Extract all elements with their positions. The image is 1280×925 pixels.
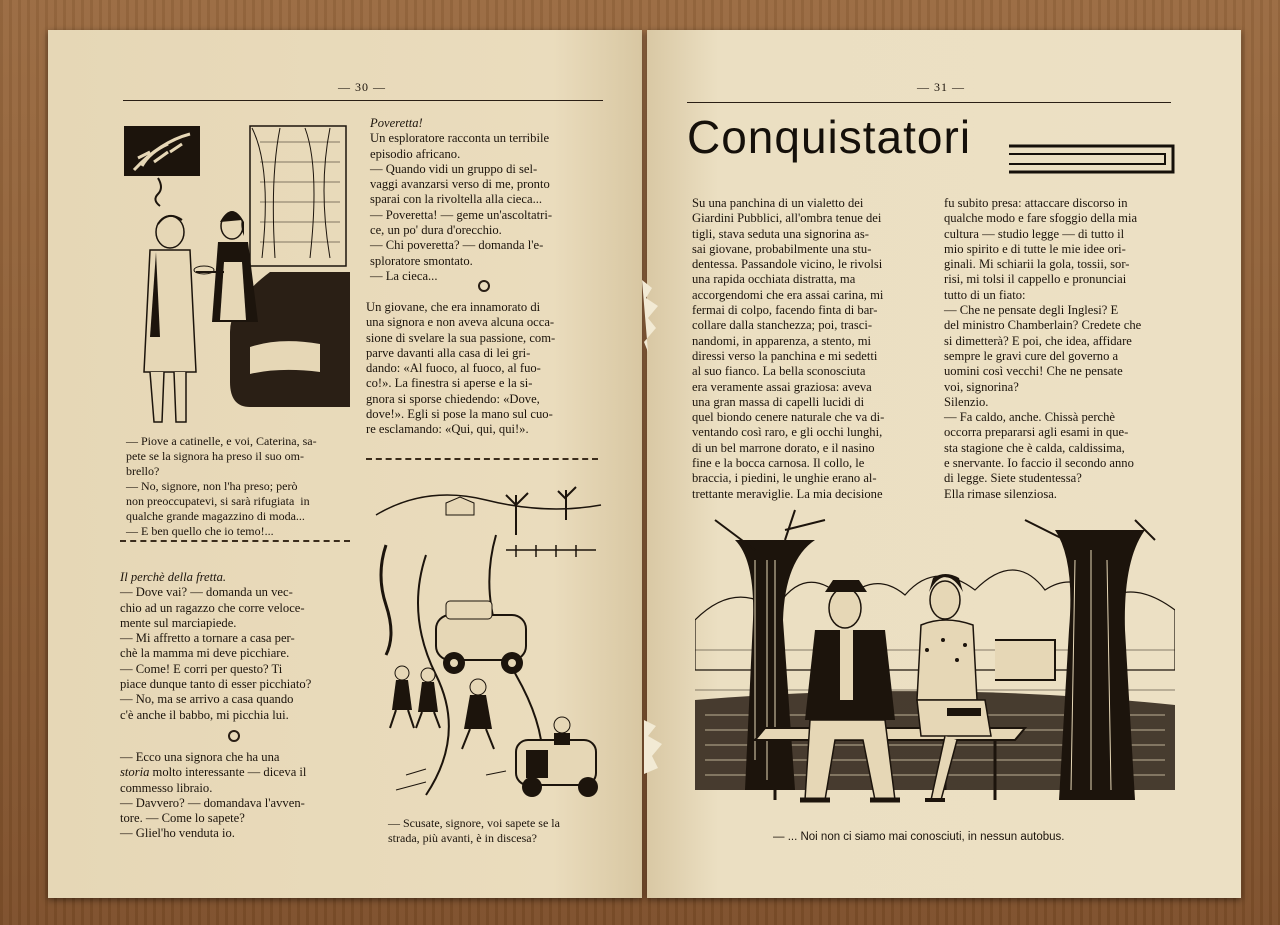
torn-edge — [636, 280, 666, 780]
ornament-circle — [478, 280, 490, 292]
joke-storia: — Ecco una signora che ha una storia molto interessante — diceva il commesso libraio. — Davvero? — domandava l'avven- tore. — Come lo sapete? — Gliel'ho venduta io. — [120, 750, 307, 841]
header-rule-right — [687, 102, 1171, 103]
cars-road-cartoon — [366, 475, 606, 805]
left-page — [48, 30, 642, 898]
page-number-right: — 31 — — [917, 80, 965, 94]
article-column-2: fu subito presa: attaccare discorso in qualche modo e fare sfoggio della mia cultura — studio legge — di tutto il mio spirito e di tutte le mie idee ori- ginali. Mi schiarii la gola, tossii, sor- risi, mi tolsi il cappello e pronunciai tutto di un fiato: — Che ne pensate degli Inglesi? E del ministro Chamberlain? Credete che si dimetterà? E poi, che idea, affidare sempre le gravi cure del governo a uomini così vecchi! Che ne pensate voi, signorina? Silenzio. — Fa caldo, anche. Chissà perchè occorra prepararsi agli esami in que- sta stagione che è calda, caldissima, e snervante. Io faccio il secondo anno di legge. Siete studentessa? Ella rimase silenziosa. — [944, 196, 1142, 501]
headline: Conquistatori — [687, 111, 972, 163]
joke-poveretta: Poveretta! Un esploratore racconta un terribile episodio africano. — Quando vidi un gruppo di sel- vaggi avanzarsi verso di me, pronto sparai con la rivoltella alla cieca... — Poveretta! — geme un'ascoltatri- ce, un po' dura d'orecchio. — Chi poveretta? — domanda l'e- sploratore smontato. — La cieca... — [370, 116, 553, 283]
cars-cartoon-caption: — Scusate, signore, voi sapete se la strada, più avanti, è in discesa? — [388, 816, 560, 845]
separator-dashed — [366, 458, 598, 460]
header-rule-left — [123, 100, 603, 101]
headline-bar — [1009, 144, 1175, 174]
butler-cartoon-caption: — Piove a catinelle, e voi, Caterina, sa- pete se la signora ha preso il suo om- brello? — No, signore, non l'ha preso; però non preoccupatevi, si sarà rifugiata in qualche grande magazzino di moda... — E ben quello che io temo!... — [126, 434, 317, 538]
article-column-1: Su una panchina di un vialetto dei Giardini Pubblici, all'ombra tenue dei tigli, stava seduta una signorina as- sai giovane, probabilmente una stu- dentessa. Passandole vicino, le rivolsi una rapida occhiata distratta, ma accorgendomi che era assai carina, mi fermai di colpo, facendo finta di bar- collare dalla stanchezza; poi, trasci- nandomi, in apparenza, a stento, mi diressi verso la panchina e mi sedetti al suo fianco. La bella sconosciuta era veramente assai graziosa: aveva una gran massa di capelli lucidi di quel biondo cenere naturale che va di- ventando così raro, e gli occhi lunghi, di un bel marrone dorato, e il nasino fine e la bocca carnosa. Il collo, le braccia, i piedini, le unghie erano al- trettante meraviglie. La mia decisione — [692, 196, 885, 501]
right-page — [647, 30, 1241, 898]
joke-fuoco: Un giovane, che era innamorato di una signora e non aveva alcuna occa- sione di svelare la sua passione, com- parve davanti alla casa di lei gri- dando: «Al fuoco, al fuoco, al fuo- co!». La finestra si aperse e la si- gnora si sporse chiedendo: «Dove, dove!». Egli si pose la mano sul cuo- re esclamando: «Qui, qui, qui!». — [366, 300, 556, 437]
bench-cartoon-caption: — ... Noi non ci siamo mai conosciuti, in nessun autobus. — [773, 831, 1065, 843]
ornament-circle — [228, 730, 240, 742]
butler-maid-cartoon — [120, 122, 350, 427]
park-bench-cartoon — [695, 500, 1175, 830]
joke-fretta: Il perchè della fretta. — Dove vai? — domanda un vec- chio ad un ragazzo che corre veloce- mente sul marciapiede. — Mi affretto a tornare a casa per- chè la mamma mi deve picchiare. — Come! E corri per questo? Ti piace dunque tanto di esser picchiato? — No, ma se arrivo a casa quando c'è anche il babbo, mi picchia lui. — [120, 570, 312, 722]
separator-dashed — [120, 540, 350, 542]
page-number-left: — 30 — — [338, 80, 386, 94]
